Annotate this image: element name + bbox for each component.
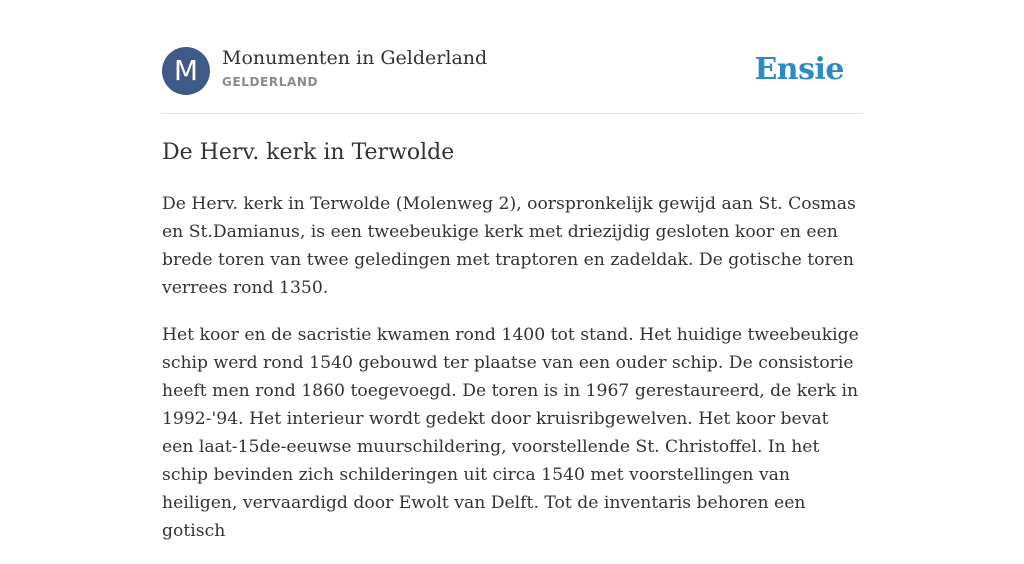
site-subtitle[interactable]: GELDERLAND xyxy=(222,75,319,89)
article-paragraph: De Herv. kerk in Terwolde (Molenweg 2), oorspronkelijk gewijd aan St. Cosmas en St.Damianus, is een tweebeukige kerk met driezijdig gesloten koor en een brede toren van twee geledingen met traptoren en zadeldak. De gotische toren verrees rond 1350. xyxy=(162,194,856,298)
header xyxy=(162,46,862,96)
article-title: De Herv. kerk in Terwolde xyxy=(162,140,455,165)
article-paragraph: Het koor en de sacristie kwamen rond 1400 tot stand. Het huidige tweebeukige schip werd rond 1540 gebouwd ter plaatse van een ouder schip. De consistorie heeft men rond 1860 toegevoegd. De toren is in 1967 gerestaureerd, de kerk in 1992-'94. Het interieur wordt gedekt door kruisribgewelven. Het koor bevat een laat-15de-eeuwse muurschildering, voorstellende St. Christoffel. In het schip bevinden zich schilderingen uit circa 1540 met voorstellingen van heiligen, vervaardigd door Ewolt van Delft. Tot de inventaris behoren een gotisch xyxy=(162,325,859,541)
site-title[interactable]: Monumenten in Gelderland xyxy=(222,47,488,69)
avatar[interactable]: M xyxy=(162,47,210,95)
article-body xyxy=(162,190,864,564)
brand-logo[interactable]: Ensie xyxy=(754,52,844,87)
header-divider xyxy=(162,113,862,114)
